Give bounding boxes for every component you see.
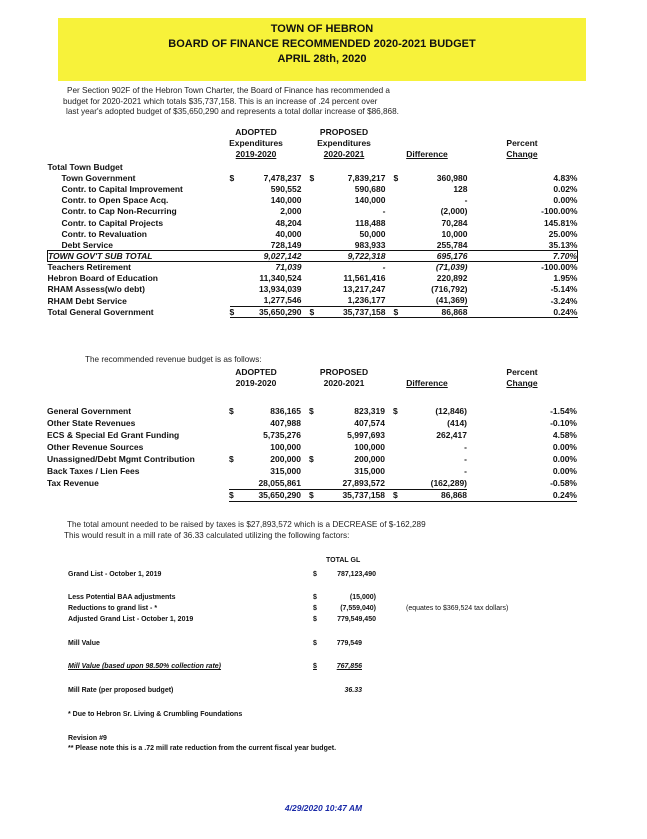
adopted-value: 836,165 [270, 406, 301, 416]
dollar-sign [229, 441, 241, 453]
dollar-sign [229, 465, 241, 477]
table-row [48, 239, 578, 250]
table-row [47, 417, 577, 429]
row-label: RHAM Debt Service [47, 295, 127, 306]
proposed-value: 27,893,572 [313, 477, 385, 489]
taxes-note [64, 520, 426, 541]
revenue-table [47, 405, 577, 502]
dollar-sign [386, 183, 398, 194]
header-text: PROPOSED [319, 367, 369, 377]
percent-value: -3.24% [550, 295, 578, 306]
taxes-note-line: The total amount needed to be raised by taxes is $27,893,572 which is a DECREASE of $-162,289 [67, 520, 426, 529]
proposed-value: 35,737,158 [313, 489, 385, 501]
dollar-sign [385, 429, 397, 441]
table-row [48, 306, 578, 317]
dollar-sign [229, 477, 241, 489]
percent-value: 4.58% [552, 430, 577, 440]
difference-value: (41,369) [398, 295, 468, 306]
table-row [48, 273, 578, 284]
difference-value: 10,000 [441, 228, 468, 239]
dollar-sign [301, 441, 313, 453]
adopted-value: 9,027,142 [242, 251, 302, 262]
difference-value: (2,000) [440, 206, 468, 217]
header-text: PROPOSED [319, 127, 369, 137]
difference-value: (12,846) [435, 406, 467, 416]
dollar-sign [385, 477, 397, 489]
proposed-value: 983,933 [354, 239, 386, 250]
difference-rev-header [392, 378, 462, 389]
table-row [48, 217, 578, 228]
row-label: Tax Revenue [47, 478, 99, 488]
adopted-value: 11,340,524 [259, 273, 302, 284]
percent-value: 0.24% [468, 306, 578, 317]
dollar-sign [302, 284, 314, 295]
table-row [48, 161, 578, 172]
row-label: Total Town Budget [47, 161, 123, 172]
dollar-sign [230, 295, 242, 306]
mill-coll-value: 767,856 [336, 663, 362, 670]
dollar-sign [301, 465, 313, 477]
dollar-sign [301, 417, 313, 429]
date-title: APRIL 28th, 2020 [277, 53, 367, 65]
proposed-value: - [382, 262, 386, 273]
dollar-sign: $ [309, 406, 314, 416]
adopted-value: 407,988 [270, 418, 301, 428]
proposed-value: 118,488 [355, 217, 386, 228]
row-label [47, 489, 229, 501]
dollar-sign: $ [301, 489, 313, 501]
reductions-note: (equates to $369,524 tax dollars) [406, 605, 509, 612]
table-row [48, 183, 578, 194]
difference-exp-header [392, 149, 462, 160]
difference-value: - [464, 442, 467, 452]
percent-rev-header [482, 367, 562, 389]
proposed-value [314, 161, 386, 172]
difference-value: 220,892 [436, 273, 468, 284]
header-text: 2019-2020 [235, 149, 277, 159]
header-text: ADOPTED [235, 127, 277, 137]
dollar-sign [386, 206, 398, 217]
adopted-value: 728,149 [270, 239, 302, 250]
proposed-value: 11,561,416 [343, 273, 386, 284]
row-label: Total General Government [47, 306, 154, 317]
dollar-sign: $ [309, 454, 314, 464]
dollar-sign: $ [393, 406, 398, 416]
header-text: 2019-2020 [235, 378, 277, 388]
difference-value: - [464, 466, 467, 476]
proposed-value: 9,722,318 [314, 251, 386, 262]
adopted-value [242, 161, 302, 172]
adopted-value: 5,735,276 [263, 430, 301, 440]
percent-value: 145.81% [543, 217, 578, 228]
dollar-sign [386, 251, 398, 262]
dollar-sign [230, 284, 242, 295]
dollar-sign [229, 417, 241, 429]
adopted-value: 1,277,546 [242, 295, 302, 306]
dollar-sign [386, 284, 398, 295]
dollar-sign: $ [313, 594, 317, 601]
difference-value: 255,784 [436, 239, 468, 250]
proposed-value: 35,737,158 [314, 306, 386, 317]
dollar-sign: $ [302, 306, 314, 317]
dollar-sign: $ [393, 172, 399, 183]
difference-value [398, 161, 468, 172]
dollar-sign [385, 441, 397, 453]
mill-rate-label: Mill Rate (per proposed budget) [68, 687, 174, 694]
header-text: Difference [406, 149, 448, 159]
dollar-sign [230, 206, 242, 217]
adopted-value: 590,552 [270, 183, 302, 194]
dollar-sign [229, 429, 241, 441]
percent-value: 0.24% [467, 489, 577, 501]
row-label: Contr. to Cap Non-Recurring [61, 206, 177, 217]
dollar-sign [386, 239, 398, 250]
percent-value: -0.58% [550, 478, 577, 488]
dollar-sign [230, 217, 242, 228]
dollar-sign: $ [313, 640, 317, 647]
intro-line: budget for 2020-2021 which totals $35,737,158. This is an increase of .24 percent over [63, 96, 378, 106]
dollar-sign [385, 465, 397, 477]
proposed-value: 315,000 [354, 466, 385, 476]
taxes-note-line: This would result in a mill rate of 36.33 calculated utilizing the following factors: [64, 530, 350, 540]
dollar-sign [230, 228, 242, 239]
difference-value: 695,176 [398, 251, 468, 262]
dollar-sign [230, 183, 242, 194]
adopted-value: 315,000 [270, 466, 301, 476]
mill-value-label: Mill Value [68, 640, 100, 647]
intro-paragraph [63, 86, 399, 118]
row-label: Other Revenue Sources [47, 442, 144, 452]
dollar-sign [230, 239, 242, 250]
dollar-sign [230, 273, 242, 284]
row-label: Contr. to Capital Improvement [61, 183, 183, 194]
dollar-sign [302, 183, 314, 194]
row-label: Back Taxes / Lien Fees [47, 466, 140, 476]
dollar-sign [385, 417, 397, 429]
dollar-sign: $ [313, 616, 317, 623]
proposed-value: 7,839,217 [347, 172, 386, 183]
percent-value: 7.70% [468, 251, 578, 262]
dollar-sign [301, 477, 313, 489]
table-row [48, 195, 578, 206]
header-text: 2020-2021 [323, 378, 365, 388]
mill-coll-label: Mill Value (based upon 98.50% collection rate) [68, 663, 222, 670]
table-row [48, 284, 578, 295]
percent-value: -0.10% [550, 418, 577, 428]
row-label: RHAM Assess(w/o debt) [47, 284, 145, 295]
proposed-value: 200,000 [354, 454, 385, 464]
dollar-sign [302, 206, 314, 217]
adjusted-label: Adjusted Grand List - October 1, 2019 [68, 616, 194, 623]
difference-value: 86,868 [397, 489, 467, 501]
table-row [47, 441, 577, 453]
dollar-sign [302, 295, 314, 306]
adjusted-value: 779,549,450 [337, 616, 376, 623]
adopted-value: 2,000 [280, 206, 302, 217]
adopted-value: 28,055,861 [241, 477, 301, 489]
table-row [47, 453, 577, 465]
percent-value: -1.54% [550, 406, 577, 416]
table-row [48, 251, 578, 262]
table-row [48, 206, 578, 217]
difference-value: (716,792) [431, 284, 468, 295]
difference-value: - [464, 195, 468, 206]
table-row [47, 429, 577, 441]
expenditures-table [47, 161, 578, 318]
dollar-sign: $ [229, 172, 235, 183]
percent-value: 1.95% [553, 273, 578, 284]
row-label: TOWN GOV'T SUB TOTAL [48, 251, 230, 262]
proposed-value: 50,000 [359, 228, 386, 239]
percent-value: -100.00% [541, 206, 578, 217]
difference-value: 262,417 [436, 430, 467, 440]
table-row [47, 405, 577, 417]
adopted-exp-header [216, 127, 296, 160]
dollar-sign [386, 217, 398, 228]
proposed-value: 823,319 [354, 406, 385, 416]
dollar-sign [230, 195, 242, 206]
dollar-sign [302, 195, 314, 206]
percent-value: 4.83% [553, 172, 578, 183]
dollar-sign [302, 251, 314, 262]
dollar-sign: $ [309, 172, 315, 183]
reductions-label: Reductions to grand list - * [68, 605, 158, 612]
dollar-sign [302, 217, 314, 228]
revision: Revision #9 [68, 735, 107, 742]
proposed-value: 13,217,247 [342, 284, 386, 295]
row-label: ECS & Special Ed Grant Funding [47, 430, 180, 440]
header-text: Percent [506, 367, 538, 377]
header-text: 2020-2021 [323, 149, 365, 159]
dollar-sign: $ [229, 454, 234, 464]
header-text: Difference [406, 378, 448, 388]
dollar-sign: $ [386, 306, 398, 317]
adopted-value: 7,478,237 [263, 172, 302, 183]
difference-value: 86,868 [398, 306, 468, 317]
difference-value: - [464, 454, 467, 464]
percent-value: 35.13% [548, 239, 578, 250]
percent-value: 25.00% [548, 228, 578, 239]
reductions-value: (7,559,040) [340, 605, 376, 612]
dollar-sign [302, 262, 314, 273]
budget-title: BOARD OF FINANCE RECOMMENDED 2020-2021 BUDGET [168, 38, 476, 50]
dollar-sign: $ [385, 489, 397, 501]
table-row [47, 465, 577, 477]
table-row [48, 262, 578, 273]
row-label: Contr. to Open Space Acq. [61, 195, 169, 206]
dollar-sign [386, 161, 398, 172]
proposed-value: 5,997,693 [347, 430, 385, 440]
dollar-sign [386, 295, 398, 306]
adopted-value: 13,934,039 [258, 284, 302, 295]
dollar-sign [230, 251, 242, 262]
table-row [48, 295, 578, 306]
dollar-sign [302, 239, 314, 250]
dollar-sign: $ [230, 306, 242, 317]
difference-value: (414) [447, 418, 467, 428]
adopted-value: 140,000 [270, 195, 302, 206]
row-label: Teachers Retirement [47, 262, 131, 273]
difference-value: 360,980 [436, 172, 468, 183]
revision-note: ** Please note this is a .72 mill rate reduction from the current fiscal year budget. [68, 745, 337, 752]
percent-value [468, 161, 578, 172]
row-label: Debt Service [61, 239, 113, 250]
timestamp: 4/29/2020 10:47 AM [284, 803, 363, 813]
proposed-exp-header [304, 127, 384, 160]
row-label: Unassigned/Debt Mgmt Contribution [47, 454, 195, 464]
row-label: Town Government [61, 172, 136, 183]
grand-list-value: 787,123,490 [337, 571, 376, 578]
percent-value: -5.14% [550, 284, 578, 295]
header-text: Percent [506, 138, 538, 148]
baa-value: (15,000) [349, 594, 376, 601]
baa-label: Less Potential BAA adjustments [68, 594, 176, 601]
title-banner [58, 18, 586, 81]
dollar-sign: $ [313, 663, 317, 670]
row-label: Contr. to Capital Projects [61, 217, 164, 228]
difference-value: 70,284 [441, 217, 468, 228]
table-row [47, 477, 577, 489]
table-row [47, 489, 577, 501]
dollar-sign [302, 228, 314, 239]
row-label: Other State Revenues [47, 418, 136, 428]
dollar-sign: $ [313, 571, 317, 578]
row-label: General Government [47, 406, 132, 416]
dollar-sign: $ [313, 605, 317, 612]
percent-exp-header [482, 138, 562, 160]
table-row [48, 172, 578, 183]
adopted-value: 100,000 [270, 442, 301, 452]
dollar-sign [386, 195, 398, 206]
dollar-sign: $ [229, 489, 241, 501]
proposed-value: 407,574 [354, 418, 385, 428]
adopted-value: 40,000 [275, 228, 302, 239]
intro-line: last year's adopted budget of $35,650,290 and represents a total dollar increase of $86,868. [66, 107, 399, 116]
adopted-value: 35,650,290 [242, 306, 302, 317]
header-text: Expenditures [229, 138, 283, 148]
percent-value: 0.00% [553, 195, 578, 206]
header-text: ADOPTED [235, 367, 277, 377]
proposed-value: 1,236,177 [314, 295, 386, 306]
adopted-value: 200,000 [270, 454, 301, 464]
table-row [48, 228, 578, 239]
header-text: Change [506, 378, 538, 388]
row-label: Contr. to Revaluation [61, 228, 147, 239]
dollar-sign: $ [229, 406, 234, 416]
percent-value: -100.00% [541, 262, 578, 273]
percent-value: 0.00% [552, 454, 577, 464]
dollar-sign [386, 273, 398, 284]
dollar-sign [386, 228, 398, 239]
difference-value: (162,289) [397, 477, 467, 489]
town-title: TOWN OF HEBRON [270, 23, 374, 35]
adopted-value: 48,204 [275, 217, 302, 228]
footnote: * Due to Hebron Sr. Living & Crumbling Foundations [68, 711, 243, 718]
adopted-value: 71,039 [275, 262, 302, 273]
revenue-intro: The recommended revenue budget is as follows: [85, 355, 262, 364]
proposed-value: 140,000 [354, 195, 386, 206]
percent-value: 0.00% [552, 442, 577, 452]
header-text: Change [506, 149, 538, 159]
difference-value: 128 [453, 183, 468, 194]
dollar-sign [301, 429, 313, 441]
dollar-sign [302, 273, 314, 284]
proposed-value: 100,000 [354, 442, 385, 452]
proposed-value: - [382, 206, 386, 217]
proposed-rev-header [304, 367, 384, 389]
header-text: Expenditures [317, 138, 371, 148]
adopted-rev-header [216, 367, 296, 389]
dollar-sign [230, 262, 242, 273]
adopted-value: 35,650,290 [241, 489, 301, 501]
difference-value: (71,039) [435, 262, 468, 273]
dollar-sign [230, 161, 242, 172]
proposed-value: 590,680 [354, 183, 386, 194]
mill-rate-value: 36.33 [344, 687, 362, 694]
dollar-sign [302, 161, 314, 172]
row-label: Hebron Board of Education [47, 273, 158, 284]
mill-value-value: 779,549 [336, 640, 362, 647]
total-gl-header: TOTAL GL [326, 557, 361, 564]
percent-value: 0.02% [553, 183, 578, 194]
dollar-sign [385, 453, 397, 465]
dollar-sign [386, 262, 398, 273]
grand-list-label: Grand List - October 1, 2019 [68, 571, 162, 578]
intro-line: Per Section 902F of the Hebron Town Charter, the Board of Finance has recommended a [67, 86, 390, 95]
percent-value: 0.00% [552, 466, 577, 476]
